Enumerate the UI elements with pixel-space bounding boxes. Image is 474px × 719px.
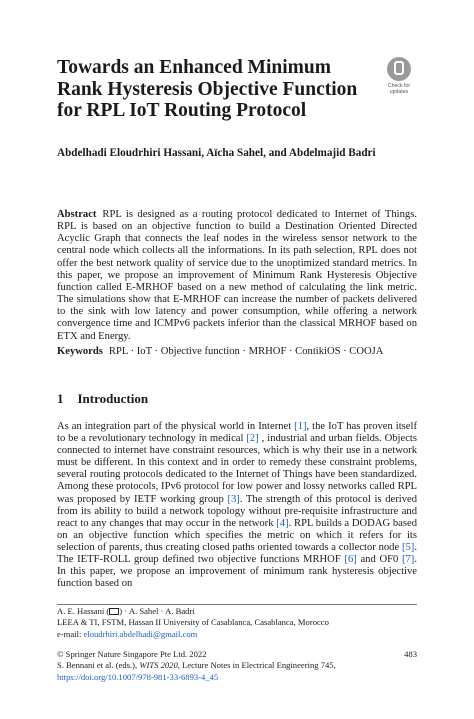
keywords (57, 346, 417, 357)
footnote-authors: A. E. Hassani ( ) · A. Sahel · A. Badri (57, 606, 195, 616)
introduction-paragraph: As an integration part of the physical world in Internet [1], the IoT has proven itself to be a revolutionary technology in medical [2] , industrial and urban fields. Objects connected to internet have constraint resources, which is why their use in a network must be different. In this context and in order to remedy these constraint problems, several routing protocols dedicated to the Internet of Things have been standardized. Among these protocols, IPv6 protocol for low power and lossy networks called RPL was proposed by IETF working group [3]. The strength of this protocol is derived from its ability to build a network topology without pre-requisite infrastructure and react to any changes that may occur in the network [4]. RPL builds a DODAG based on an objective function which specifies the metric on which it refers for its selection of parents, thus creating closed paths oriented towards a collector node [5]. The IETF-ROLL group defined two objective functions MRHOF [6] and OF0 [7]. In this paper, we propose an improvement of minimum rank hysteresis objective function based on (57, 421, 417, 590)
copyright-line: © Springer Nature Singapore Pte Ltd. 2022 (57, 649, 207, 659)
citation-link[interactable]: [4] (276, 517, 289, 529)
section-title: Introduction (77, 391, 149, 406)
keywords-text: RPL · IoT · Objective function · MRHOF · ContikiOS · COOJA (108, 346, 384, 357)
section-number: 1 (57, 391, 64, 406)
page-footer (57, 649, 417, 683)
citation-link[interactable]: [3] (227, 493, 240, 505)
doi-line (57, 672, 417, 683)
footnote-divider (57, 604, 417, 605)
footnote-affiliation: LEEA & TI, FSTM, Hassan II University of Casablanca, Casablanca, Morocco (57, 617, 329, 628)
citation-link[interactable]: [1] (294, 421, 307, 432)
envelope-icon (109, 608, 119, 615)
doi-link[interactable]: https://doi.org/10.1007/978-981-33-6893-4_45 (57, 671, 219, 682)
citation-link[interactable]: [7] (401, 554, 415, 566)
keywords-label: Keywords (57, 346, 103, 357)
bookmark-icon (387, 57, 411, 81)
citation-line: S. Bennani et al. (eds.), WITS 2020, Lecture Notes in Electrical Engineering 745, (57, 660, 336, 671)
section-heading (57, 391, 148, 407)
badge-line2: updates (389, 89, 409, 95)
page-number: 483 (404, 649, 417, 659)
abstract (57, 209, 417, 343)
citation-link[interactable]: [2] (246, 433, 259, 445)
abstract-text: RPL is designed as a routing protocol dedicated to Internet of Things. RPL is based on an objective function to build a Destination Oriented Directed Acyclic Graph that connects the leaf nodes in the wireless sensor network to the central node which collects all the informations. In its path selection, RPL does not offer the best network quality of service due to the unoptimized standard metrics. In this paper, we propose an improvement of Minimum Rank Hysteresis Objective function called E-MRHOF based on a new method of calculating the link metric. The simulations show that E-MRHOF can increase the number of packets delivered to the sink with low latency and power consumption, while offering a network convergence time and ICMPv6 packets inferior than the classical MRHOF based on ETX and Energy. (57, 209, 417, 342)
abstract-label: Abstract (57, 209, 97, 220)
citation-link[interactable]: [5] (401, 541, 415, 553)
check-for-updates-badge[interactable] (380, 57, 418, 103)
citation-link[interactable]: [6] (344, 554, 357, 566)
footnote-email: e-mail: eloudrhiri.abdelhadi@gmail.com (57, 628, 198, 639)
paper-title: Towards an Enhanced Minimum Rank Hysteresis Objective Function for RPL IoT Routing Protocol (57, 57, 358, 121)
badge-line1: Check for (387, 83, 411, 89)
email-link[interactable]: eloudrhiri.abdelhadi@gmail.com (83, 628, 198, 639)
author-list: Abdelhadi Eloudrhiri Hassani, Aïcha Sahel, and Abdelmajid Badri (57, 147, 376, 159)
author-footnote (57, 606, 417, 640)
